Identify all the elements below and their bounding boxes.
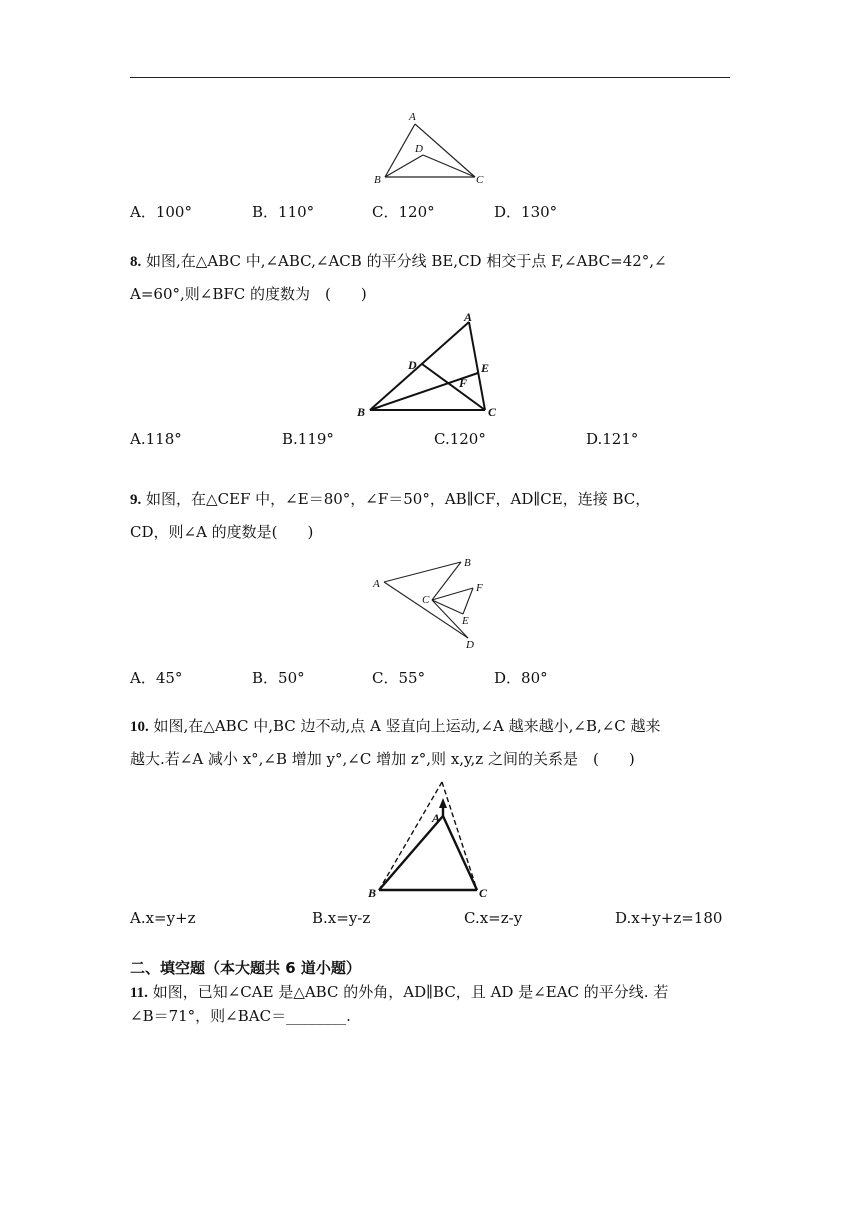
q8-option-c[interactable]: C.120°: [434, 430, 486, 448]
q10-label-a: A: [432, 811, 441, 825]
section-2-title: 二、填空题（本大题共 6 道小题）: [130, 959, 361, 977]
q8-label-d: D: [408, 358, 417, 372]
q9-option-a[interactable]: A．45°: [130, 669, 183, 687]
q9-label-f: F: [476, 582, 483, 594]
q10-stem-line-2: 越大.若∠A 减小 x°,∠B 增加 y°,∠C 增加 z°,则 x,y,z 之间的关系是 ( ): [130, 750, 635, 768]
q7-label-a: A: [409, 111, 416, 123]
q10-option-a[interactable]: A.x=y+z: [130, 909, 196, 927]
q9-stem-text-1: 如图，在△CEF 中，∠E＝80°，∠F＝50°，AB∥CF，AD∥CE，连接 BC，: [146, 490, 651, 508]
q9-option-c[interactable]: C．55°: [372, 669, 426, 687]
q10-number: 10.: [130, 719, 149, 735]
q9-option-b[interactable]: B．50°: [252, 669, 305, 687]
q8-label-f: F: [459, 376, 468, 390]
q7-option-a[interactable]: A．100°: [130, 203, 192, 221]
q11-number: 11.: [130, 985, 148, 1001]
q8-figure: [352, 312, 512, 422]
q7-option-c[interactable]: C．120°: [372, 203, 435, 221]
q11-stem-text-1: 如图，已知∠CAE 是△ABC 的外角，AD∥BC，且 AD 是∠EAC 的平分线. 若: [152, 983, 669, 1001]
q10-stem-text-1: 如图,在△ABC 中,BC 边不动,点 A 竖直向上运动,∠A 越来越小,∠B,∠C 越来: [153, 717, 661, 735]
q11-stem-line-2[interactable]: ∠B＝71°，则∠BAC＝________.: [130, 1007, 351, 1025]
q8-label-c: C: [488, 405, 497, 419]
q8-stem-line-2: A=60°,则∠BFC 的度数为 ( ): [130, 285, 367, 303]
q7-label-c: C: [476, 174, 484, 186]
q10-label-b: B: [368, 886, 377, 900]
q10-option-c[interactable]: C.x=z-y: [464, 909, 523, 927]
q9-number: 9.: [130, 492, 142, 508]
q8-label-e: E: [481, 361, 490, 375]
q10-option-b[interactable]: B.x=y-z: [312, 909, 371, 927]
q8-stem-text-1: 如图,在△ABC 中,∠ABC,∠ACB 的平分线 BE,CD 相交于点 F,∠ABC=42°,∠: [146, 252, 667, 270]
q10-figure: [362, 776, 494, 900]
q9-option-d[interactable]: D．80°: [494, 669, 548, 687]
q8-number: 8.: [130, 254, 142, 270]
q9-figure: [368, 552, 488, 654]
q9-label-b: B: [464, 557, 471, 569]
q10-up-arrow-icon: [439, 798, 447, 808]
q8-label-a: A: [464, 310, 473, 324]
q9-stem-line-1: [130, 489, 650, 510]
q7-label-d: D: [415, 143, 423, 155]
q9-label-e: E: [462, 615, 469, 627]
q10-label-c: C: [479, 886, 488, 900]
q8-option-d[interactable]: D.121°: [586, 430, 639, 448]
q10-option-d[interactable]: D.x+y+z=180: [615, 909, 723, 927]
q7-figure: [368, 108, 498, 190]
q9-label-c: C: [422, 594, 430, 606]
q8-option-b[interactable]: B.119°: [282, 430, 334, 448]
q8-option-a[interactable]: A.118°: [130, 430, 182, 448]
q7-option-b[interactable]: B．110°: [252, 203, 315, 221]
q8-stem-line-1: [130, 251, 667, 272]
q9-stem-line-2: CD，则∠A 的度数是( ): [130, 523, 314, 541]
q9-label-d: D: [466, 639, 474, 651]
q7-option-d[interactable]: D．130°: [494, 203, 558, 221]
header-rule: [130, 77, 730, 78]
q10-stem-line-1: [130, 716, 661, 737]
q9-label-a: A: [373, 578, 380, 590]
q8-label-b: B: [357, 405, 366, 419]
q11-stem-line-1: [130, 982, 668, 1003]
q7-label-b: B: [374, 174, 381, 186]
